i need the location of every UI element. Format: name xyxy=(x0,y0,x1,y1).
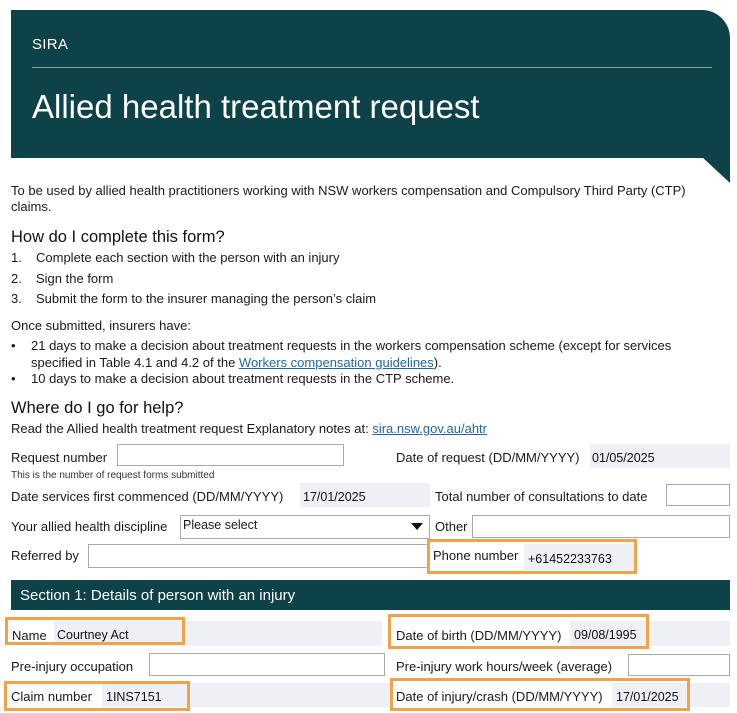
phone-highlight-box xyxy=(427,539,637,574)
injury-date-highlight-box xyxy=(390,678,690,711)
injury-date-label: Date of injury/crash (DD/MM/YYYY) xyxy=(396,689,603,704)
step-1-text: Complete each section with the person with an injury xyxy=(36,250,340,265)
request-number-input[interactable] xyxy=(117,444,344,466)
hours-input[interactable] xyxy=(628,654,730,676)
total-consultations-label: Total number of consultations to date xyxy=(435,489,648,504)
other-label: Other xyxy=(435,519,468,534)
how-heading: How do I complete this form? xyxy=(11,228,225,246)
total-consultations-input[interactable] xyxy=(666,484,730,506)
insurers-bullet-1-line-2: specified in Table 4.1 and 4.2 of the Workers compensation guidelines). xyxy=(31,355,442,370)
dob-highlight-box xyxy=(388,614,649,649)
section-1-title: Section 1: Details of person with an injury xyxy=(20,587,296,604)
header-divider xyxy=(32,67,712,68)
brand-label: SIRA xyxy=(32,36,69,53)
injury-date-value: 17/01/2025 xyxy=(616,690,679,704)
insurers-bullet-2: 10 days to make a decision about treatment requests in the CTP scheme. xyxy=(31,371,455,386)
occupation-label: Pre-injury occupation xyxy=(11,659,134,674)
chevron-down-icon xyxy=(411,523,423,530)
step-2-text: Sign the form xyxy=(36,271,114,286)
section-1-header xyxy=(11,580,730,610)
referred-by-input[interactable] xyxy=(88,544,430,568)
date-first-commenced-label: Date services first commenced (DD/MM/YYYY) xyxy=(11,489,284,504)
dob-label: Date of birth (DD/MM/YYYY) xyxy=(396,628,562,643)
discipline-label: Your allied health discipline xyxy=(11,519,168,534)
page-header xyxy=(11,10,730,158)
page-title: Allied health treatment request xyxy=(32,88,480,125)
step-2-number: 2. xyxy=(11,271,22,286)
discipline-selected-value: Please select xyxy=(183,518,258,532)
name-highlight-box xyxy=(5,617,185,645)
other-input[interactable] xyxy=(472,515,730,538)
phone-value: +61452233763 xyxy=(528,552,612,566)
bullet-icon: • xyxy=(11,371,16,386)
insurers-lead: Once submitted, insurers have: xyxy=(11,318,191,333)
claim-number-value: 1INS7151 xyxy=(106,690,162,704)
header-corner-decoration xyxy=(702,157,730,183)
referred-by-label: Referred by xyxy=(11,548,79,563)
discipline-select[interactable] xyxy=(180,515,430,539)
insurers-bullet-1-line-1: 21 days to make a decision about treatment requests in the workers compensation scheme (except for services xyxy=(31,338,672,353)
date-first-commenced-value: 17/01/2025 xyxy=(303,490,366,504)
phone-label: Phone number xyxy=(433,548,519,563)
help-heading: Where do I go for help? xyxy=(11,399,184,417)
hours-label: Pre-injury work hours/week (average) xyxy=(396,659,613,674)
name-label: Name xyxy=(12,628,47,643)
claim-number-highlight-box xyxy=(4,681,190,711)
bullet-icon: • xyxy=(11,338,16,353)
step-1-number: 1. xyxy=(11,250,22,265)
occupation-input[interactable] xyxy=(149,653,385,676)
guidelines-link[interactable]: Workers compensation guidelines xyxy=(238,355,434,370)
explanatory-notes-link[interactable]: sira.nsw.gov.au/ahtr xyxy=(372,421,487,436)
name-value: Courtney Act xyxy=(57,628,129,642)
dob-value: 09/08/1995 xyxy=(574,628,637,642)
request-number-note: This is the number of request forms submitted xyxy=(11,470,215,481)
intro-text: To be used by allied health practitioners working with NSW workers compensation and Compulsory Third Party (CTP) claims. xyxy=(11,183,686,214)
step-3-text: Submit the form to the insurer managing the person’s claim xyxy=(36,291,377,306)
claim-number-label: Claim number xyxy=(11,689,92,704)
help-text: Read the Allied health treatment request Explanatory notes at: sira.nsw.gov.au/ahtr xyxy=(11,421,487,436)
date-of-request-label: Date of request (DD/MM/YYYY) xyxy=(396,450,580,465)
request-number-label: Request number xyxy=(11,450,108,465)
date-of-request-value: 01/05/2025 xyxy=(592,451,655,465)
step-3-number: 3. xyxy=(11,291,22,306)
